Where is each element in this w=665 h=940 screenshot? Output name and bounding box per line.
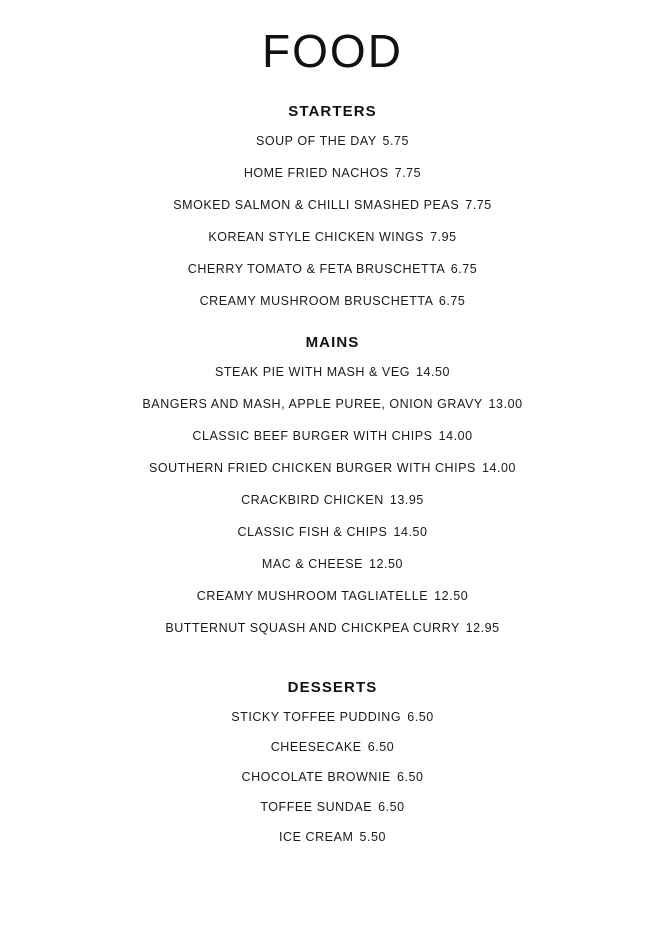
menu-item: [241, 493, 424, 507]
menu-item: [279, 830, 386, 844]
menu-item-name: MAC & CHEESE: [261, 556, 363, 571]
menu-item: [165, 621, 499, 635]
menu-item: [149, 461, 516, 475]
menu-item: [188, 262, 477, 276]
menu-item: [208, 230, 456, 244]
menu-item-price: 6.50: [378, 799, 405, 814]
menu-item: [256, 134, 409, 148]
menu-item-price: 7.75: [465, 197, 492, 212]
menu-item: [262, 557, 403, 571]
menu-item: [242, 770, 424, 784]
menu-item-price: 14.00: [481, 460, 516, 475]
menu-item-name: KOREAN STYLE CHICKEN WINGS: [208, 229, 425, 244]
menu-section-starters: [0, 103, 665, 308]
menu-item-name: CRACKBIRD CHICKEN: [241, 492, 384, 507]
menu-item: [244, 166, 421, 180]
menu-item-name: CHERRY TOMATO & FETA BRUSCHETTA: [187, 261, 445, 276]
section-heading-mains: MAINS: [305, 333, 360, 351]
menu-item-price: 5.50: [359, 829, 386, 844]
page-title: FOOD: [262, 25, 403, 77]
menu-item: [271, 740, 395, 754]
menu-item-price: 5.75: [382, 133, 410, 148]
menu-item-name: CHOCOLATE BROWNIE: [241, 769, 391, 784]
menu-item: [231, 710, 433, 724]
menu-item-name: CREAMY MUSHROOM TAGLIATELLE: [196, 588, 429, 603]
menu-item-price: 7.95: [430, 229, 457, 244]
section-heading-desserts: DESSERTS: [287, 678, 378, 696]
menu-item-name: HOME FRIED NACHOS: [243, 165, 389, 180]
menu-item-price: 14.50: [416, 364, 451, 379]
menu-item-name: CREAMY MUSHROOM BRUSCHETTA: [199, 293, 433, 308]
menu-item: [200, 294, 466, 308]
menu-item-name: SOUTHERN FRIED CHICKEN BURGER WITH CHIPS: [149, 460, 476, 475]
menu-item-name: ICE CREAM: [279, 829, 354, 844]
menu-item-name: CLASSIC FISH & CHIPS: [237, 524, 388, 539]
menu-item-price: 13.95: [389, 492, 424, 507]
menu-item-name: CLASSIC BEEF BURGER WITH CHIPS: [192, 428, 433, 443]
menu-item-name: BUTTERNUT SQUASH AND CHICKPEA CURRY: [165, 620, 460, 635]
menu-item-price: 14.00: [438, 428, 473, 443]
menu-item-price: 13.00: [488, 396, 523, 411]
menu-section-desserts: [0, 653, 665, 860]
menu-item-price: 6.50: [367, 739, 395, 754]
menu-item-name: STEAK PIE WITH MASH & VEG: [214, 364, 410, 379]
menu-item-name: BANGERS AND MASH, APPLE PUREE, ONION GRAVY: [142, 396, 483, 411]
menu-item-price: 6.75: [450, 261, 478, 276]
menu-item: [142, 397, 522, 411]
menu-item: [215, 365, 450, 379]
menu-item-price: 12.50: [434, 588, 469, 603]
menu-item-price: 6.50: [396, 769, 424, 784]
menu-item: [238, 525, 428, 539]
menu-item-price: 12.95: [465, 620, 500, 635]
menu-item-price: 12.50: [369, 556, 404, 571]
menu-item-price: 7.75: [394, 165, 422, 180]
menu-section-mains: [0, 308, 665, 653]
section-heading-starters: STARTERS: [288, 102, 377, 120]
menu-item-name: TOFFEE SUNDAE: [260, 799, 373, 814]
menu-item-name: CHEESECAKE: [270, 739, 362, 754]
menu-item-price: 14.50: [393, 524, 428, 539]
menu-item: [260, 800, 404, 814]
menu-item-price: 6.50: [407, 709, 434, 724]
menu-item: [173, 198, 492, 212]
menu-item-price: 6.75: [438, 293, 466, 308]
menu-item-name: SOUP OF THE DAY: [255, 133, 377, 148]
menu-item-name: STICKY TOFFEE PUDDING: [231, 709, 402, 724]
menu-item-name: SMOKED SALMON & CHILLI SMASHED PEAS: [173, 197, 460, 212]
menu-item: [192, 429, 472, 443]
menu-item: [197, 589, 468, 603]
